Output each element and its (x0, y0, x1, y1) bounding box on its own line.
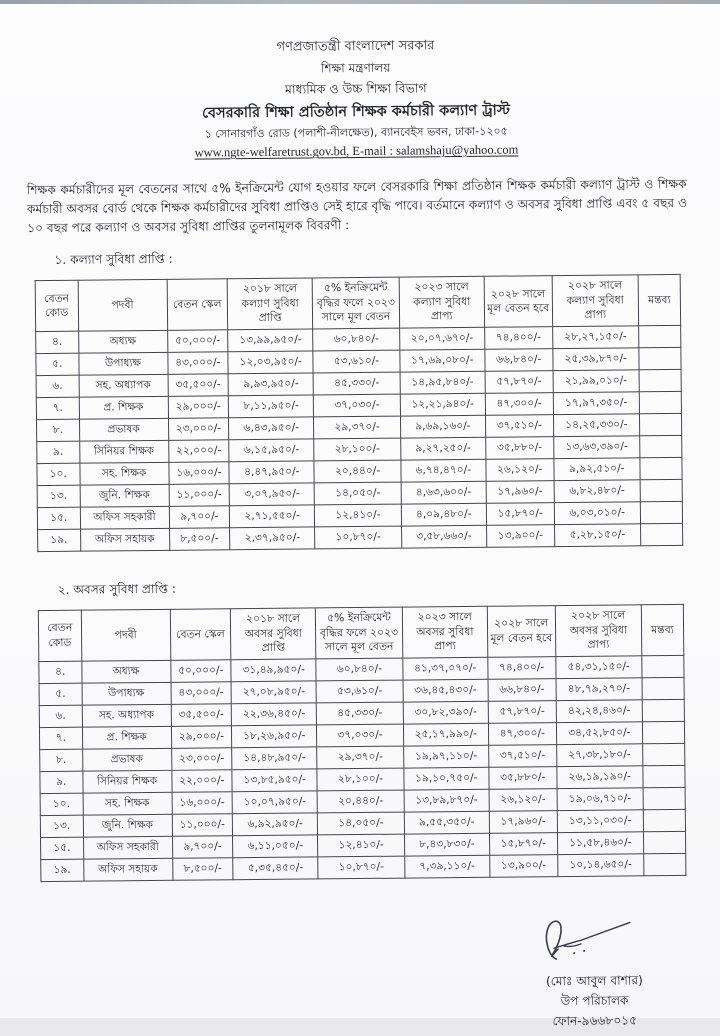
table-cell: ৩৭,০৩০/- (314, 394, 401, 417)
table-cell: ৪৫,৩৩০/- (317, 702, 404, 725)
table-cell: ৩৫,৫০০/- (171, 703, 232, 726)
document-content (0, 7, 720, 1036)
table-cell: ১০,৮৭০/- (318, 856, 405, 879)
table-cell: অফিস সহকারী (80, 506, 169, 529)
table-cell: সহ. শিক্ষক (79, 462, 168, 485)
column-header: ২০২৮ সালে অবসর সুবিধা প্রাপ্য (555, 605, 642, 657)
table-cell: ৯. (40, 771, 83, 793)
table-cell: ৮. (37, 419, 80, 441)
table-cell (641, 523, 683, 545)
table-cell: ১৭,৯৬০/- (486, 481, 554, 504)
welfare-table-header (35, 275, 680, 332)
table-cell: জুনি. শিক্ষক (80, 484, 169, 507)
table-cell: ৭. (39, 727, 82, 749)
table-cell: ১৭,৯৭,৩৫০/- (553, 392, 640, 415)
table-cell: ১২,৪১০/- (315, 504, 402, 527)
email-label: , E-mail : (345, 143, 393, 159)
government-name: গণপ্রজাতন্ত্রী বাংলাদেশ সরকার (276, 38, 435, 55)
table-cell: ১৭,৯৬০/- (489, 810, 557, 833)
column-header: ৫% ইনক্রিমেন্ট বৃদ্ধির ফলে ২০২৩ সালে মূল বেতন (312, 277, 399, 329)
table-cell: ৮. (40, 749, 83, 771)
table-cell: ১৫. (37, 507, 80, 529)
table-cell: ৫৩,৬১০/- (316, 680, 403, 703)
table-cell: ২৭,৩৮,১৮০/- (556, 743, 643, 766)
table-cell: ৪৩,০০০/- (171, 681, 232, 704)
table-cell (640, 501, 682, 523)
table-cell: ১৯,০৬,৭১০/- (557, 787, 644, 810)
column-header: ২০১৮ সালে অবসর সুবিধা প্রাপ্তি (231, 608, 317, 660)
table-cell: ২,৭১,৫৫০/- (230, 505, 315, 528)
table-cell (640, 435, 682, 457)
table-cell: ৮,৫০০/- (172, 857, 233, 880)
table-cell: ১৩,৬৩,৩৯০/- (553, 436, 640, 459)
table-cell: উপাধ্যক্ষ (82, 682, 171, 705)
table-cell: ২৯,৩৭০/- (314, 416, 401, 439)
table-cell: প্রভাষক (82, 748, 171, 771)
table-cell: ২৯,০০০/- (171, 725, 232, 748)
table-cell: সিনিয়র শিক্ষক (82, 770, 171, 793)
table-cell: ৩৭,০৩০/- (317, 724, 404, 747)
column-header: পদবী (81, 609, 170, 661)
table-cell: ৩১,৪৯,৯৫০/- (231, 659, 316, 682)
table-cell: ৪৭,৩০০/- (488, 722, 556, 745)
table-cell: ৪৮,৭৯,২৭০/- (556, 677, 643, 700)
table-cell: ১১,৫৮,৪৬০/- (557, 831, 644, 854)
welfare-benefits-table (35, 274, 684, 552)
table-cell: ১৩,৯০০/- (486, 525, 554, 548)
table-cell: ৭. (36, 397, 79, 419)
table-cell: ৪৫,৩৩০/- (313, 372, 400, 395)
table-cell: ৯,৫৫,৩৫০/- (404, 811, 489, 834)
table-cell: ২৩,০০০/- (168, 418, 229, 441)
table-cell: ২৬,১২০/- (486, 459, 554, 482)
table-cell: ১৪,৯৫,৮৪০/- (400, 371, 485, 394)
column-header: বেতন স্কেল (170, 609, 231, 660)
table-cell: সিনিয়র শিক্ষক (79, 440, 168, 463)
table-cell (639, 391, 681, 413)
table-cell: ৩০,৮২,৩৯০/- (403, 701, 488, 724)
table-cell (643, 787, 685, 809)
table-cell: ২১,৯৯,০১০/- (553, 370, 640, 393)
intro-paragraph: শিক্ষক কর্মচারীদের মূল বেতনের সাথে ৫% ইনক্রিমেন্ট যোগ হওয়ার ফলে বেসরকারি শিক্ষা প্রতিষ্ঠান শিক্ষক কর্মচারী কল্যাণ ট্রাস্ট ও শিক্ষক কর্মচারী অবসর বোর্ড থেকে শিক্ষক কর্মচারীদের সুবিধা প্রাপ্তিও সেই হারে বৃদ্ধি পাবে। বর্তমানে কল্যাণ ও অবসর সুবিধা প্রাপ্তি এবং ৫ বছর ও ১০ বছর পরে কল্যাণ ও অবসর সুবিধা প্রাপ্তির তুলনামূলক বিবরণী : (26, 176, 688, 236)
table-cell: ৪৩,০০০/- (167, 352, 228, 375)
table-cell: ৫,২৮,১৫০/- (554, 524, 641, 547)
table-cell: ১২,০৩,৯৫০/- (228, 351, 313, 374)
table-cell: ৭,৩৯,১১০/- (404, 855, 489, 878)
table-cell: ১৯,৯৭,১১০/- (403, 745, 488, 768)
table-cell: ১৩,৯৯,৯৫০/- (228, 329, 313, 352)
column-header: ২০১৮ সালে কল্যাণ সুবিধা প্রাপ্তি (227, 278, 313, 330)
signatory-phone: ফোন-৯৬৬৮০১৫ (552, 1013, 638, 1029)
table-cell: ১৩,৯০০/- (490, 854, 558, 877)
table-cell: প্র. শিক্ষক (79, 396, 168, 419)
table-cell: ৬৬,৮৪০/- (485, 349, 553, 372)
retirement-table-header (38, 604, 683, 661)
table-cell: সহ. অধ্যাপক (82, 704, 171, 727)
table-cell: ১১,০০০/- (169, 484, 230, 507)
table-cell: ৫. (39, 683, 82, 705)
table-cell: ১৮,২৬,৯৫০/- (232, 725, 317, 748)
table-cell: ২৩,০০০/- (171, 747, 232, 770)
table-cell: ২৬,১৯,১৯০/- (556, 765, 643, 788)
table-cell: ১৫,৮৭০/- (489, 832, 557, 855)
signatory-title: উপ পরিচালক (560, 993, 629, 1008)
scan-edge-artifact (0, 0, 720, 4)
table-cell: ৫০,০০০/- (170, 659, 231, 682)
table-cell: অফিস সহায়ক (80, 528, 169, 551)
website-link[interactable]: www.ngte-welfaretrust.gov.bd (194, 144, 347, 160)
table-cell: অফিস সহায়ক (83, 858, 172, 881)
column-header: মন্তব্য (638, 275, 680, 326)
table-cell: ৯,৭০০/- (172, 835, 233, 858)
table-cell (640, 457, 682, 479)
table-cell: ৪,৬৩,৬০০/- (401, 481, 486, 504)
column-header: ২০২৩ সালে কল্যাণ সুবিধা প্রাপ্য (399, 277, 485, 329)
table-cell: ৪. (36, 331, 79, 353)
table-cell: ৪২,২৪,৪৬০/- (556, 699, 643, 722)
table-cell: অধ্যক্ষ (81, 660, 170, 683)
table-cell: ৯,৬৯,১৬০/- (400, 415, 485, 438)
table-cell: ১০,১৪,৬৫০/- (557, 853, 644, 876)
table-cell: ১৪,০৫০/- (318, 812, 405, 835)
table-cell: ৬,৭৪,৪৭০/- (401, 459, 486, 482)
table-cell: ১০,৮৭০/- (315, 526, 402, 549)
table-cell: ৪,৪৭,৯৫০/- (229, 461, 314, 484)
signature-image (534, 914, 654, 967)
address-line: ১ সোনারগাঁও রোড (পলাশী-নীলক্ষেত), ব্যানবেইস ভবন, ঢাকা-১২০৫ (204, 124, 508, 141)
table-cell: ৩৫,৫০০/- (168, 374, 229, 397)
table-cell: ৬৬,৮৪০/- (488, 678, 556, 701)
table-cell: ১০. (37, 463, 80, 485)
column-header: ৫% ইনক্রিমেন্ট বৃদ্ধির ফলে ২০২৩ সালে মূল বেতন (316, 607, 403, 659)
table-cell (642, 655, 684, 677)
table-cell (639, 347, 681, 369)
table-cell (643, 809, 685, 831)
table-cell (639, 369, 681, 391)
table-cell: ৩৭,৫১০/- (485, 415, 553, 438)
table-cell: ১২,৪১০/- (318, 834, 405, 857)
table-cell: ৫৭,৮৭০/- (485, 371, 553, 394)
table-cell: অধ্যক্ষ (78, 330, 167, 353)
table-cell (644, 853, 686, 875)
table-cell: ৬,১১,০৫০/- (233, 835, 318, 858)
table-cell: ৬,০৩,০১০/- (554, 502, 641, 525)
contact-line (0, 142, 716, 161)
table-cell: ৩৫,৮৮০/- (486, 437, 554, 460)
table-cell: ১০. (40, 793, 83, 815)
table-cell: ৬. (36, 375, 79, 397)
column-header: বেতন কোড (35, 280, 78, 331)
table-cell: ১৩,৮৯,৮৭০/- (404, 789, 489, 812)
signatory-name: (মোঃ আবুল বাশার) (545, 972, 643, 988)
table-cell: ৩৭,৫১০/- (489, 744, 557, 767)
column-header: ২০২৩ সালে অবসর সুবিধা প্রাপ্য (402, 606, 488, 658)
table-cell: ৪,০৯,৪৮০/- (401, 503, 486, 526)
table-cell: ৩,০৭,৯৫০/- (229, 483, 314, 506)
table-cell (643, 743, 685, 765)
table-cell: ২২,৩৬,৪৫০/- (231, 703, 316, 726)
table-cell: ১৯. (41, 859, 84, 881)
table-cell: ১৭,৬৯,০৮০/- (400, 349, 485, 372)
column-header: পদবী (78, 280, 167, 332)
email-link[interactable]: salamshaju@yahoo.com (395, 142, 519, 158)
table-cell: ১৩. (40, 815, 83, 837)
column-header: ২০২৮ সালে মূল বেতন হবে (487, 606, 555, 657)
table-cell: ২৯,০০০/- (168, 396, 229, 419)
column-header: ২০২৮ সালে কল্যাণ সুবিধা প্রাপ্য (552, 275, 639, 327)
section1-title: ১. কল্যাণ সুবিধা প্রাপ্তি : (54, 252, 173, 268)
table-cell: সহ. অধ্যাপক (79, 374, 168, 397)
table-cell: ৫০,০০০/- (167, 330, 228, 353)
table-cell: ১১,০০০/- (172, 813, 233, 836)
table-cell: ৩৫,৮৮০/- (489, 766, 557, 789)
table-cell: ৬০,৮৪০/- (316, 658, 403, 681)
table-cell: ৮,১১,৯৫০/- (228, 395, 313, 418)
table-cell: ১০,০৭,৯৫০/- (232, 791, 317, 814)
table-cell (640, 479, 682, 501)
table-cell: ১৪,৪৮,৯৫০/- (232, 747, 317, 770)
table-cell (642, 721, 684, 743)
table-cell: ১৬,০০০/- (172, 791, 233, 814)
organization-name: বেসরকারি শিক্ষা প্রতিষ্ঠান শিক্ষক কর্মচারী কল্যাণ ট্রাস্ট (202, 102, 511, 121)
table-cell: ২০,৪৪০/- (317, 790, 404, 813)
table-cell: ১৫. (41, 837, 84, 859)
division-name: মাধ্যমিক ও উচ্চ শিক্ষা বিভাগ (284, 80, 427, 97)
table-cell: ৬০,৮৪০/- (313, 328, 400, 351)
table-cell: ৬,১৫,৯৫০/- (229, 439, 314, 462)
table-cell: ২০,৪৪০/- (314, 460, 401, 483)
table-cell: ১৯. (38, 529, 81, 551)
retirement-benefits-table (38, 604, 687, 882)
section2-title: ২. অবসর সুবিধা প্রাপ্তি : (57, 581, 177, 597)
letterhead (0, 7, 716, 161)
table-cell (639, 413, 681, 435)
table-cell: ১৯,১০,৭৫০/- (404, 767, 489, 790)
table-cell: জুনি. শিক্ষক (83, 814, 172, 837)
table-cell: ২২,০০০/- (168, 440, 229, 463)
signature-block (534, 914, 655, 1032)
table-cell: ৮,৫০০/- (169, 528, 230, 551)
table-cell: ৯,৯২,৫১০/- (553, 458, 640, 481)
table-cell: ৬. (39, 705, 82, 727)
table-cell: ৪. (39, 661, 82, 683)
table-cell: ৬,৮২,৪৮০/- (554, 480, 641, 503)
table-cell (642, 677, 684, 699)
table-cell: উপাধ্যক্ষ (78, 352, 167, 375)
table-cell: ১৪,২৫,৩৩০/- (553, 414, 640, 437)
table-cell: ৭৪,৪০০/- (488, 656, 556, 679)
table-cell: ৪১,৩৭,০৭০/- (403, 657, 488, 680)
table-cell: ২৭,০৮,৯৫০/- (231, 681, 316, 704)
table-cell (639, 325, 681, 347)
table-cell: ৬,৯২,৯৫০/- (232, 813, 317, 836)
table-cell: ১৩. (37, 485, 80, 507)
table-cell (643, 831, 685, 853)
table-cell: ৫,৩৫,৪৫০/- (233, 857, 318, 880)
column-header: বেতন স্কেল (167, 279, 228, 330)
table-cell: প্র. শিক্ষক (82, 726, 171, 749)
table-cell: সহ. শিক্ষক (83, 792, 172, 815)
table-cell: ৪৭,৩০০/- (485, 393, 553, 416)
table-cell: ৩৪,৫২,৮৫০/- (556, 721, 643, 744)
table-cell: ২৮,২৭,১৫০/- (552, 326, 639, 349)
table-cell (642, 699, 684, 721)
column-header: বেতন কোড (38, 610, 81, 661)
table-cell: ৭৪,৪০০/- (485, 327, 553, 350)
table-cell: ২,৩৭,৯৫০/- (230, 527, 315, 550)
table-cell: ৫৭,৮৭০/- (488, 700, 556, 723)
table-cell: ১৩,১১,০৩০/- (557, 809, 644, 832)
table-cell: ৫৩,৬১০/- (313, 350, 400, 373)
table-cell: ১৩,৮৫,৯৫০/- (232, 769, 317, 792)
table-cell: ৬,৪৩,৯৫০/- (229, 417, 314, 440)
table-cell: ২৮,১০০/- (317, 768, 404, 791)
table-cell: প্রভাষক (79, 418, 168, 441)
table-cell: ২৬,১২০/- (489, 788, 557, 811)
ministry-name: শিক্ষা মন্ত্রণালয় (320, 60, 391, 76)
table-cell: ১৬,০০০/- (168, 462, 229, 485)
table-cell: অফিস সহকারী (83, 836, 172, 859)
table-cell: ৩,৫৮,৬৬০/- (401, 525, 486, 548)
table-cell: ২৮,১০০/- (314, 438, 401, 461)
table-cell: ৫. (36, 353, 79, 375)
column-header: ২০২৮ সালে মূল বেতন হবে (484, 276, 552, 327)
table-cell: ৮,৪৩,৮৩০/- (404, 833, 489, 856)
table-cell: ৯,২৭,২৫০/- (400, 437, 485, 460)
table-cell: ২৯,৩৭০/- (317, 746, 404, 769)
column-header: মন্তব্য (641, 604, 683, 655)
table-cell: ২৫,৩৯,৮৭০/- (552, 348, 639, 371)
table-cell: ২২,০০০/- (171, 769, 232, 792)
table-cell (643, 765, 685, 787)
table-cell: ৯. (37, 441, 80, 463)
table-cell: ৩৬,৪৫,৪৩০/- (403, 679, 488, 702)
table-cell: ৫৪,৩১,১৫০/- (555, 655, 642, 678)
table-cell: ২৫,১৭,৯৯০/- (403, 723, 488, 746)
table-cell: ১৪,০৫০/- (314, 482, 401, 505)
table-cell: ৯,৭০০/- (169, 506, 230, 529)
table-cell: ১২,২১,৯৪০/- (400, 393, 485, 416)
table-cell: ২০,০৭,৬৭০/- (399, 327, 484, 350)
table-cell: ১৫,৮৭০/- (486, 503, 554, 526)
table-cell: ৯,৯৩,৯৫০/- (228, 373, 313, 396)
